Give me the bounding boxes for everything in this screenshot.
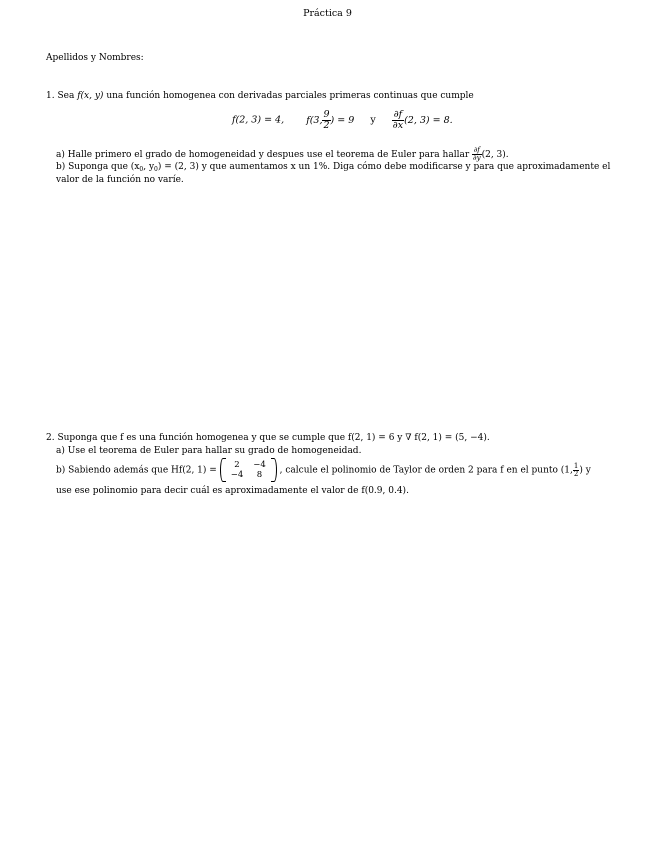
equation-2: f(3, $\frac{9}{2}$ ) = 9 [306, 109, 355, 131]
problem-2-part-b: b) Sabiendo además que Hf(2, 1) = 2 −4 −4 8 , calcule el polinomio de Taylor de orden 2 para f en el punto (1, $\frac{1}{2}$ ) y [56, 460, 591, 481]
problem-1-equations [232, 110, 453, 130]
names-label: Apellidos y Nombres: [46, 53, 144, 63]
problem-2-number: 2. [46, 433, 55, 443]
problem-2-part-b-line-2: use ese polinomio para decir cuál es aproximadamente el valor de f(0.9, 0.4). [56, 486, 409, 496]
problem-1-number: 1. [46, 91, 55, 101]
equation-1: f(2, 3) = 4, [232, 114, 285, 126]
problem-1-part-b: b) Suponga que ($x_0$, $y_0) = (2$, 3) y que aumentamos x un 1%. Diga cómo debe modificarse y para que aproximadamente el [56, 162, 611, 173]
problem-1-part-a: a) Halle primero el grado de homogeneidad y despues use el teorema de Euler para hallar $\frac{\partial f}{\partial y}$ (2, 3). [56, 146, 509, 162]
problem-1-part-b-line-2: valor de la función no varíe. [56, 175, 184, 185]
problem-2-part-a: a) Use el teorema de Euler para hallar su grado de homogeneidad. [56, 446, 362, 456]
page-title: Práctica 9 [303, 8, 352, 19]
problem-2-statement: 2. Suponga que f es una función homogenea y que se cumple que f(2, 1) = 6 y ∇ f(2, 1) = (5, −4). [46, 433, 490, 443]
problem-1-statement: 1. Sea f(x, y) una función homogenea con derivadas parciales primeras continuas que cumple [46, 91, 474, 101]
equation-3: $\frac{\partial f}{\partial x}$ (2, 3) = 8. [392, 109, 453, 131]
equation-separator: y [370, 114, 376, 126]
function-fxy: f(x, y) [77, 91, 104, 101]
hessian-matrix: 2 −4 −4 8 [220, 460, 277, 480]
